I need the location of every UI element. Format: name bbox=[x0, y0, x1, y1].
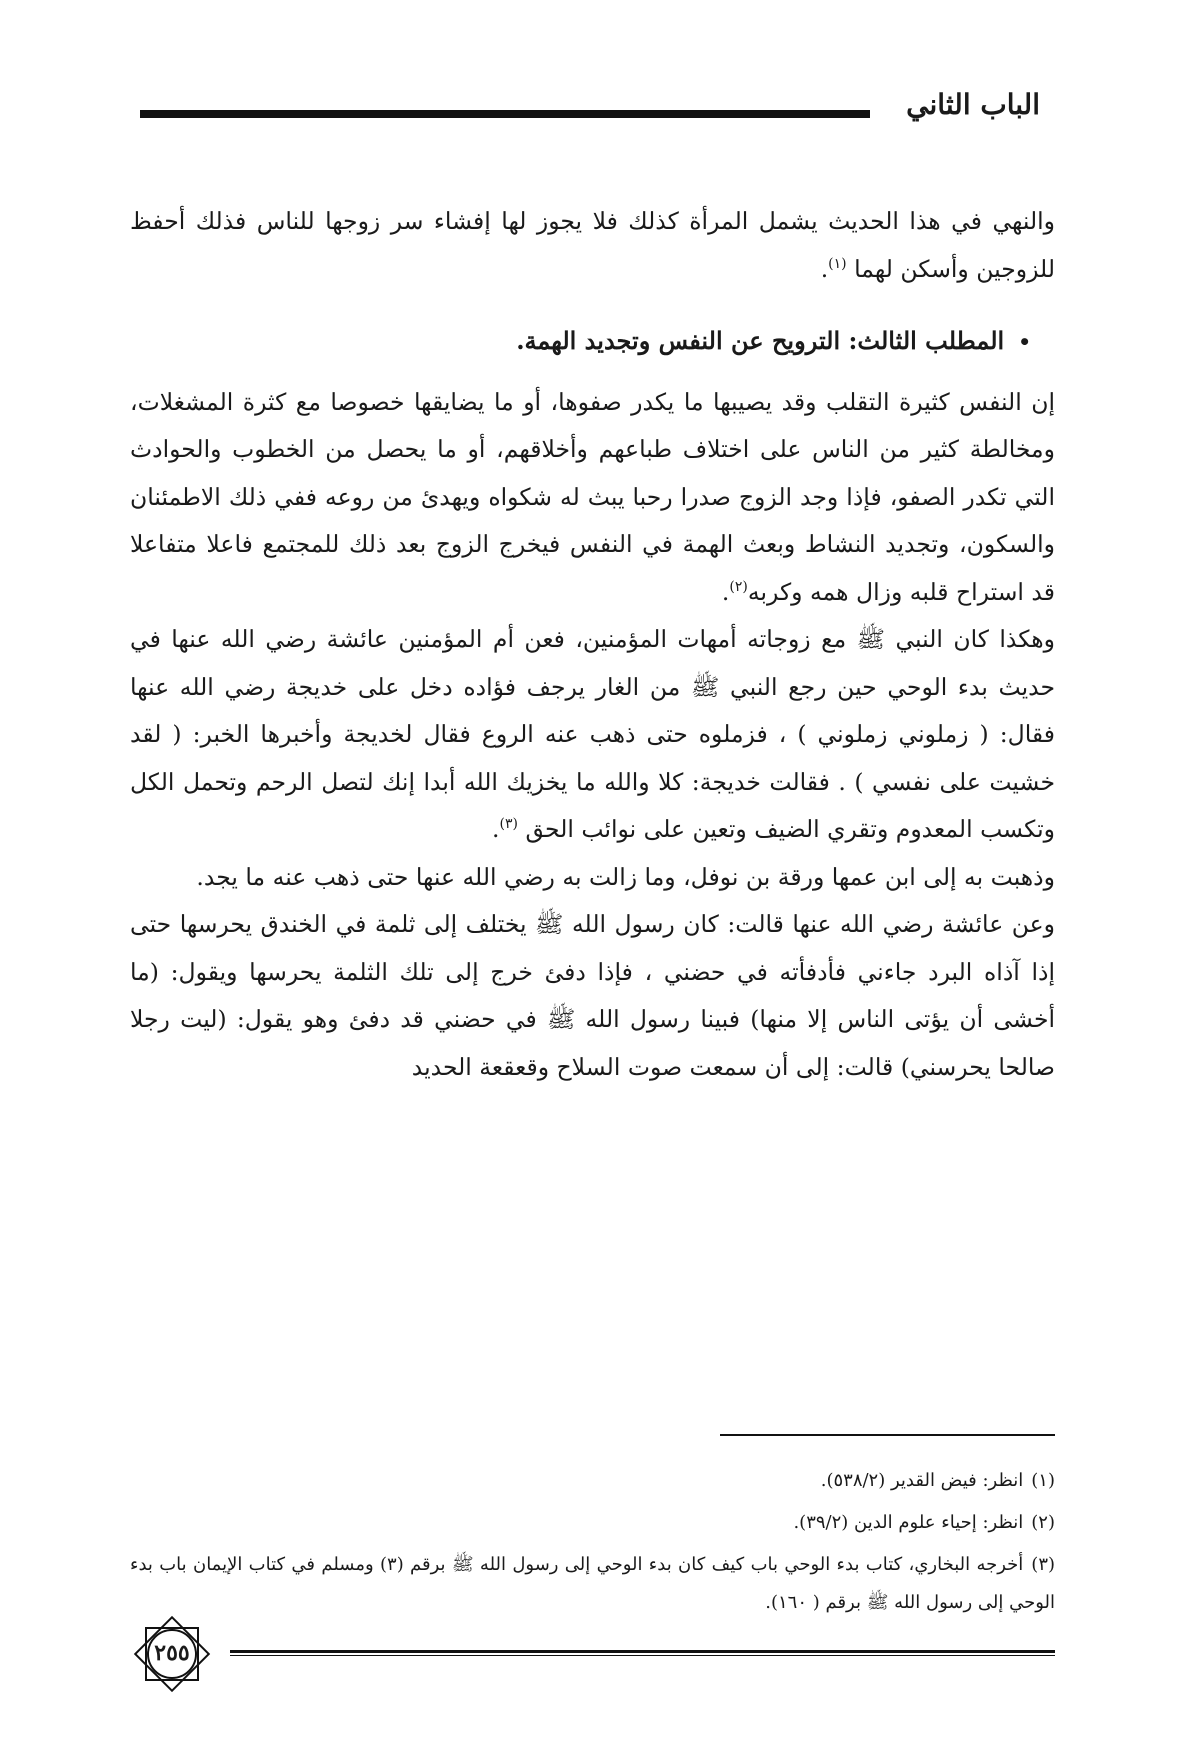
footnote-number: (٣) bbox=[1031, 1554, 1056, 1575]
paragraph-2-end: . bbox=[721, 577, 730, 606]
page-number: ٢٥٥ bbox=[154, 1640, 190, 1666]
footnote-text: انظر: فيض القدير (٥٣٨/٢). bbox=[820, 1470, 1024, 1491]
bullet-icon: • bbox=[1018, 330, 1031, 354]
footnote-separator bbox=[720, 1434, 1055, 1436]
page-number-badge bbox=[128, 1610, 216, 1698]
paragraph-5: وعن عائشة رضي الله عنها قالت: كان رسول الله ﷺ يختلف إلى ثلمة في الخندق يحرسها حتى إذا آذاه البرد جاءني فأدفأته في حضني ، فإذا دفئ خرج إلى تلك الثلمة يحرسها ويقول: (ما أخشى أن يؤتى الناس إلا منها) فبينا رسول الله ﷺ في حضني قد دفئ وهو يقول: (ليت رجلا صالحا يحرسني) قالت: إلى أن سمعت صوت السلاح وقعقعة الحديد bbox=[130, 910, 1055, 1081]
paragraph-3 bbox=[130, 616, 1055, 854]
footnote-number: (٢) bbox=[1031, 1512, 1055, 1533]
paragraph-2 bbox=[130, 379, 1055, 617]
footnote-ref-3[interactable]: (٣) bbox=[499, 816, 518, 833]
paragraph-4: وذهبت به إلى ابن عمها ورقة بن نوفل، وما زالت به رضي الله عنها حتى ذهب عنه ما يجد. bbox=[196, 862, 1055, 891]
paragraph-1-text: والنهي في هذا الحديث يشمل المرأة كذلك فلا يجوز لها إفشاء سر زوجها للناس فذلك أحفظ للزوجين وأسكن لهما bbox=[130, 207, 1055, 283]
footnote-text: انظر: إحياء علوم الدين (٣٩/٢). bbox=[793, 1512, 1024, 1533]
paragraph-3-end: . bbox=[492, 815, 500, 843]
page-header bbox=[140, 88, 1040, 138]
footnote-ref-1[interactable]: (١) bbox=[828, 255, 847, 272]
footnote-2 bbox=[130, 1504, 1055, 1542]
footnotes bbox=[130, 1462, 1055, 1626]
paragraph-2-text: إن النفس كثيرة التقلب وقد يصيبها ما يكدر صفوها، أو ما يضايقها خصوصا مع كثرة المشغلات، ومخالطة كثير من الناس على اختلاف طباعهم وأخلاقهم، أو ما يحصل من الخطوب والحوادث التي تكدر الصفو، فإذا وجد الزوج صدرا رحبا يبث له شكواه ويهدئ من روعه ففي ذلك الاطمئنان والسكون، وتجديد النشاط وبعث الهمة في النفس فيخرج الزوج بعد ذلك للمجتمع فاعلا متفاعلا قد استراح قلبه وزال همه وكربه bbox=[130, 387, 1055, 606]
section-heading-text: المطلب الثالث: الترويح عن النفس وتجديد الهمة. bbox=[516, 326, 1005, 355]
section-heading bbox=[130, 317, 1055, 367]
paragraph-1 bbox=[130, 198, 1055, 293]
paragraph-1-end: . bbox=[820, 254, 829, 283]
header-rule bbox=[140, 110, 870, 118]
chapter-title: الباب الثاني bbox=[906, 88, 1040, 121]
footnote-ref-2[interactable]: (٢) bbox=[729, 578, 748, 595]
body-text bbox=[130, 198, 1055, 1091]
footnote-3 bbox=[130, 1546, 1055, 1622]
footnote-1 bbox=[130, 1462, 1055, 1500]
footer-rule bbox=[230, 1650, 1055, 1656]
footnote-number: (١) bbox=[1031, 1470, 1055, 1491]
footnote-text: أخرجه البخاري، كتاب بدء الوحي باب كيف كان بدء الوحي إلى رسول الله ﷺ برقم (٣) ومسلم في كتاب الإيمان باب بدء الوحي إلى رسول الله ﷺ برقم ( ١٦٠). bbox=[130, 1554, 1055, 1613]
paragraph-3-text: وهكذا كان النبي ﷺ مع زوجاته أمهات المؤمنين، فعن أم المؤمنين عائشة رضي الله عنها في حديث بدء الوحي حين رجع النبي ﷺ من الغار يرجف فؤاده دخل على خديجة رضي الله عنها فقال: ( زملوني زملوني ) ، فزملوه حتى ذهب عنه الروع فقال لخديجة وأخبرها الخبر: ( لقد خشيت على نفسي ) . فقالت خديجة: كلا والله ما يخزيك الله أبدا إنك لتصل الرحم وتحمل الكل وتكسب المعدوم وتقري الضيف وتعين على نوائب الحق bbox=[130, 625, 1055, 843]
